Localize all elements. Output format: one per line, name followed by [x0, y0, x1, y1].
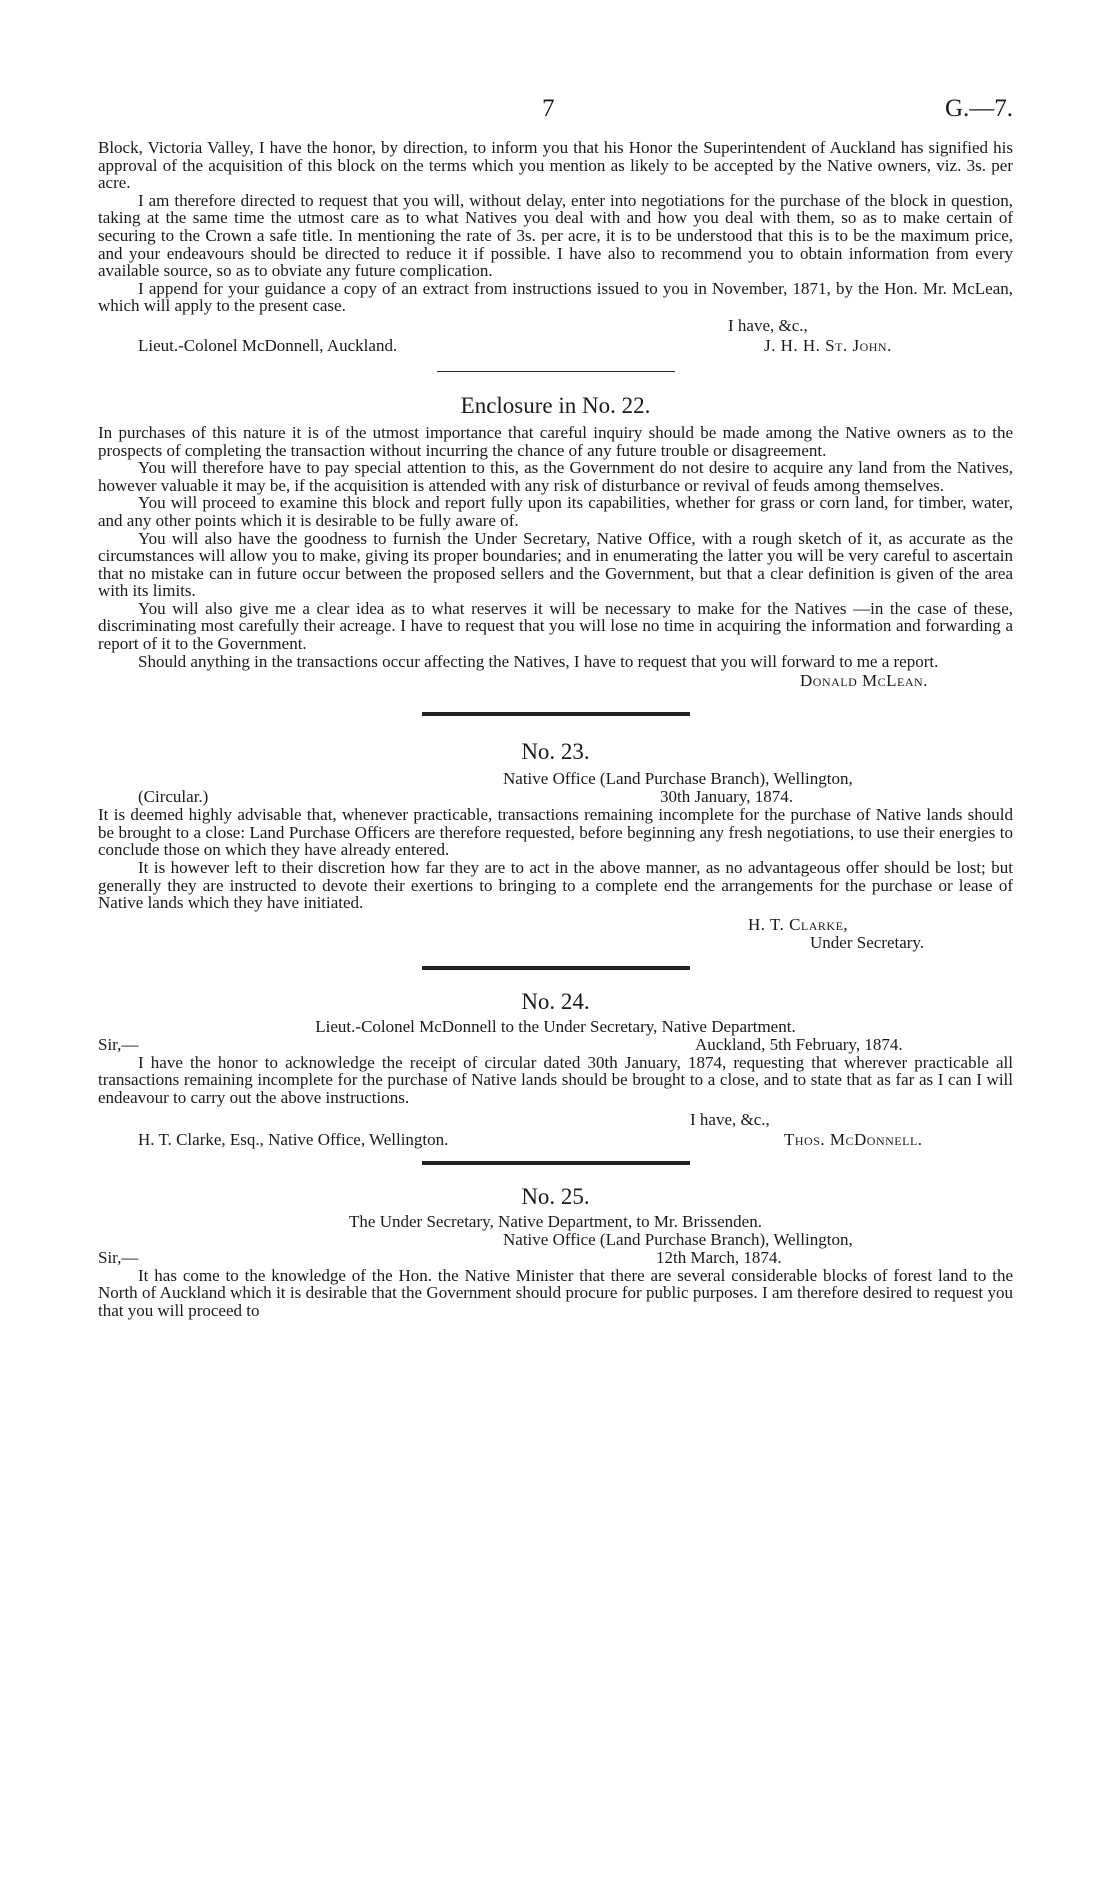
office-address: Native Office (Land Purchase Branch), Wellington,	[503, 769, 853, 789]
paragraph: I am therefore directed to request that you will, without delay, enter into negotiations for the purchase of the block in question, taking at the same time the utmost care as to what Natives you deal with and how you deal with them, so as to make certain of securing to the Crown a safe title. In mentioning the rate of 3s. per acre, it is to be understood that this is to be the maximum price, and your endeavours should be directed to reduce it if possible. I have also to recommend you to obtain information from every available source, so as to obviate any future complication.	[98, 190, 1013, 281]
signature: J. H. H. St. John.	[764, 335, 892, 355]
subtitle: The Under Secretary, Native Department, to Mr. Brissenden.	[349, 1211, 762, 1231]
series-code: G.—7.	[944, 95, 1013, 122]
paragraph: Should anything in the transactions occur affecting the Natives, I have to request that you will forward to me a report.	[138, 651, 939, 671]
addressee: H. T. Clarke, Esq., Native Office, Wellington.	[138, 1129, 449, 1149]
paragraph: It has come to the knowledge of the Hon. the Native Minister that there are several considerable blocks of forest land to the North of Auckland which it is desirable that the Government should procure for public purposes. I am therefore desired to request you that you will proceed to	[98, 1265, 1013, 1320]
salutation: Sir,—	[98, 1247, 139, 1267]
office-address: Native Office (Land Purchase Branch), Wellington,	[503, 1229, 853, 1249]
section-heading: No. 23.	[521, 739, 590, 765]
section-heading: Enclosure in No. 22.	[460, 392, 651, 418]
date-line	[98, 1036, 1013, 1054]
paragraph: You will therefore have to pay special attention to this, as the Government do not desire to acquire any land from the Natives, however valuable it may be, if the acquisition is attended with any risk of disturbance or revival of feuds among themselves.	[98, 458, 1013, 495]
page-number: 7	[542, 95, 555, 122]
section-divider	[437, 371, 675, 372]
date: 30th January, 1874.	[660, 787, 793, 807]
subtitle: Lieut.-Colonel McDonnell to the Under Secretary, Native Department.	[315, 1016, 796, 1036]
section-heading: No. 24.	[521, 988, 590, 1014]
circular-label: (Circular.)	[138, 787, 209, 807]
date: 12th March, 1874.	[656, 1247, 782, 1267]
paragraph: It is deemed highly advisable that, whenever practicable, transactions remaining incomplete for the purchase of Native lands should be brought to a close: Land Purchase Officers are therefore requested, before beginning any fresh negotiations, to use their energies to conclude those on which they have already entered.	[98, 805, 1013, 860]
enclosure-section	[98, 392, 1013, 692]
paragraph: I have the honor to acknowledge the receipt of circular dated 30th January, 1874, requesting that wherever practicable all transactions remaining incomplete for the purchase of Native lands should be brought to a close, and to state that as far as I can I will endeavour to carry out the above instructions.	[98, 1052, 1013, 1107]
no-23-section	[98, 738, 1013, 952]
section-divider	[422, 1161, 690, 1165]
no-24-section	[98, 988, 1013, 1151]
no-25-section	[98, 1183, 1013, 1320]
enclosure-signoff	[98, 670, 1013, 692]
paragraph: In purchases of this nature it is of the utmost importance that careful inquiry should be made among the Native owners as to the prospects of completing the transaction without incurring the chance of any future trouble or disagreement.	[98, 422, 1013, 460]
address-line	[98, 770, 1013, 788]
no-24-signoff	[98, 1107, 1013, 1151]
letter-22-signoff	[98, 315, 1013, 355]
document-page	[98, 95, 1013, 1319]
section-divider	[422, 966, 690, 970]
paragraph: You will proceed to examine this block and report fully upon its capabilities, whether for grass or corn land, for timber, water, and any other points which it is desirable to be fully aware of.	[98, 493, 1013, 530]
paragraph: Block, Victoria Valley, I have the honor, by direction, to inform you that his Honor the Superintendent of Auckland has signified his approval of the acquisition of this block on the terms which you mention as likely to be accepted by the Native owners, viz. 3s. per acre.	[98, 138, 1013, 193]
signature: H. T. Clarke,	[748, 914, 849, 934]
closing: I have, &c.,	[690, 1109, 770, 1129]
salutation: Sir,—	[98, 1034, 139, 1054]
date-line	[98, 788, 1013, 806]
section-divider	[422, 712, 690, 716]
paragraph: You will also have the goodness to furnish the Under Secretary, Native Office, with a rough sketch of it, as accurate as the circumstances will allow you to make, giving its proper boundaries; and in enumerating the latter you will be very careful to ascertain that no mistake can in future occur between the proposed sellers and the Government, but that a clear definition is given of the area with its limits.	[98, 528, 1013, 601]
page-header	[98, 95, 1013, 139]
paragraph: It is however left to their discretion how far they are to act in the above manner, as no advantageous offer should be lost; but generally they are instructed to devote their exertions to bringing to a complete end the arrangements for the purchase or lease of Native lands which they have initiated.	[98, 858, 1013, 913]
address-line	[98, 1231, 1013, 1249]
section-heading: No. 25.	[521, 1183, 590, 1209]
addressee: Lieut.-Colonel McDonnell, Auckland.	[138, 335, 398, 355]
no-23-signoff	[98, 912, 1013, 952]
signature: Thos. McDonnell.	[784, 1129, 923, 1149]
paragraph: I append for your guidance a copy of an extract from instructions issued to you in November, 1871, by the Hon. Mr. McLean, which will apply to the present case.	[98, 278, 1013, 316]
date: Auckland, 5th February, 1874.	[695, 1034, 903, 1054]
closing: I have, &c.,	[728, 315, 808, 335]
letter-22-body	[98, 139, 1013, 355]
paragraph: You will also give me a clear idea as to what reserves it will be necessary to make for the Natives —in the case of these, discriminating most carefully their acreage. I have to request that you will lose no time in acquiring the information and forwarding a report of it to the Government.	[98, 598, 1013, 654]
date-line	[98, 1249, 1013, 1267]
signature-title: Under Secretary.	[810, 932, 925, 952]
signature: Donald McLean.	[800, 671, 928, 691]
